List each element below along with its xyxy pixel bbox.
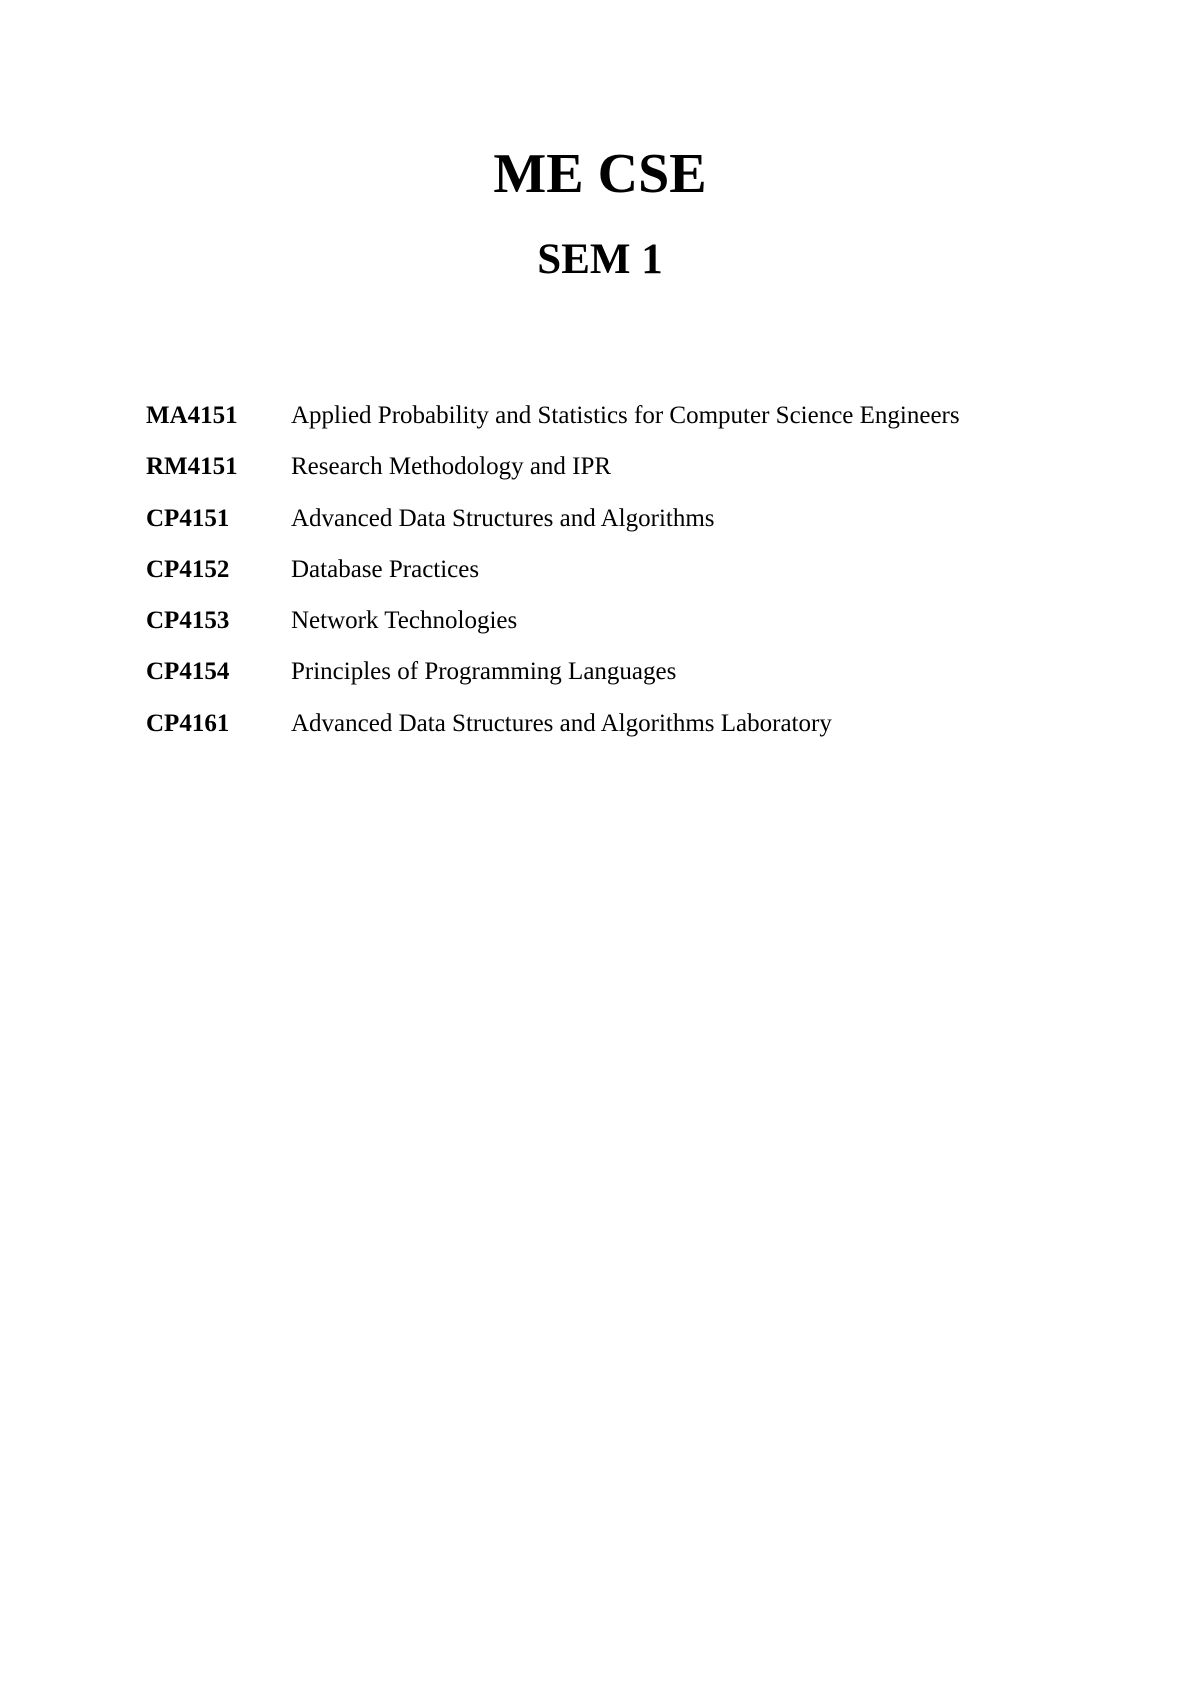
course-name: Applied Probability and Statistics for Computer Science Engineers	[291, 402, 960, 429]
course-row	[146, 454, 1126, 505]
course-row	[146, 506, 1126, 557]
course-code: RM4151	[146, 453, 238, 481]
course-row	[146, 557, 1126, 608]
course-name: Principles of Programming Languages	[291, 658, 677, 686]
semester-heading: SEM 1	[537, 236, 663, 283]
course-list	[146, 403, 1126, 762]
course-row	[146, 403, 1126, 454]
course-code: CP4154	[146, 658, 230, 686]
course-row	[146, 608, 1126, 659]
page-title: ME CSE	[493, 143, 707, 205]
course-name: Advanced Data Structures and Algorithms Laboratory	[291, 709, 832, 737]
course-code: CP4151	[146, 504, 230, 532]
course-code: CP4153	[146, 607, 230, 635]
course-name: Database Practices	[291, 555, 480, 583]
course-code: CP4152	[146, 555, 230, 583]
course-code: MA4151	[146, 402, 238, 429]
course-name: Advanced Data Structures and Algorithms	[291, 504, 715, 532]
course-code: CP4161	[146, 709, 230, 737]
course-name: Research Methodology and IPR	[291, 453, 612, 481]
course-row	[146, 711, 1126, 762]
course-row	[146, 659, 1126, 710]
course-name: Network Technologies	[291, 607, 518, 635]
